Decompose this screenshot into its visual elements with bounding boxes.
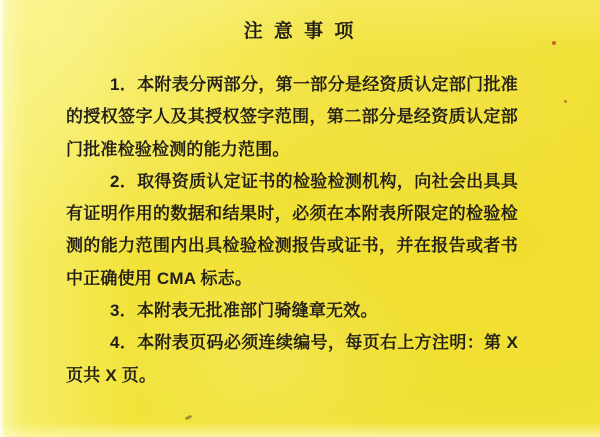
paragraph-2-line-4: 中正确使用 CMA 标志。 — [66, 268, 253, 288]
notice-body — [66, 69, 518, 392]
paragraph-2-line-1: 2．取得资质认定证书的检验检测机构，向社会出具具 — [110, 171, 518, 191]
paragraph-1-line-3: 门批准检验检测的能力范围。 — [66, 139, 290, 159]
paragraph-1-line-2: 的授权签字人及其授权签字范围，第二部分是经资质认定部 — [66, 107, 518, 127]
paragraph-1-line-1: 1．本附表分两部分，第一部分是经资质认定部门批准 — [110, 75, 518, 94]
scan-speck — [564, 100, 567, 103]
scan-speck — [552, 41, 556, 45]
paragraph-2-line-2: 有证明作用的数据和结果时，必须在本附表所限定的检验检 — [66, 204, 518, 224]
paragraph-3-line-1: 3．本附表无批准部门骑缝章无效。 — [110, 301, 378, 321]
page-title: 注 意 事 项 — [243, 21, 357, 42]
paragraph-4-line-2: 页共 X 页。 — [66, 365, 157, 385]
paragraph-4-line-1: 4．本附表页码必须连续编号，每页右上方注明：第 X — [110, 333, 518, 353]
paragraph-2-line-3: 测的能力范围内出具检验检测报告或证书，并在报告或者书 — [66, 236, 518, 256]
scan-speck — [185, 415, 193, 421]
